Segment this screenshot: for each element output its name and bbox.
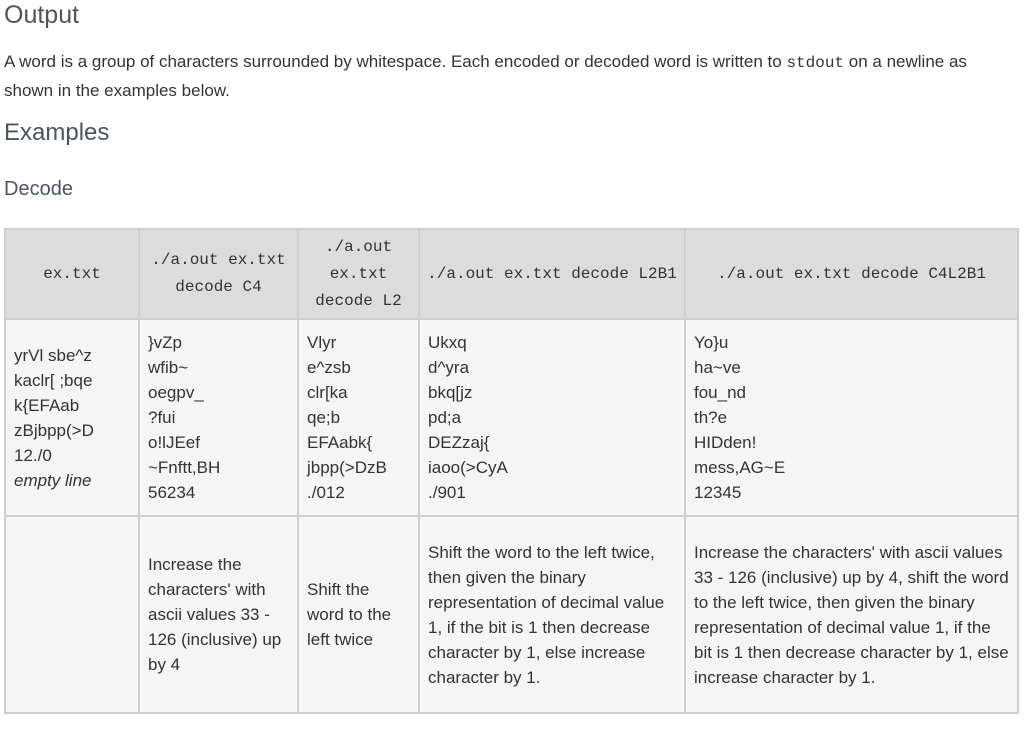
header-ex-txt: ex.txt bbox=[5, 229, 139, 319]
output-line: oegpv_ bbox=[148, 383, 204, 402]
description-c4l2b1: Increase the characters' with ascii values 33 - 126 (inclusive) up by 4, shift the word to the left twice, then given the binary representation of decimal value 1, if the bit is 1 then decrease character by 1, else increase character by 1. bbox=[685, 516, 1018, 713]
header-decode-c4: ./a.out ex.txt decode C4 bbox=[139, 229, 298, 319]
output-line: ./012 bbox=[307, 483, 345, 502]
output-line: Yo}u bbox=[694, 333, 729, 352]
output-line: ?fui bbox=[148, 408, 176, 427]
examples-heading: Examples bbox=[4, 119, 110, 146]
decode-examples-table bbox=[4, 228, 1019, 714]
intro-text-after: on a newline as shown in the examples below. bbox=[4, 52, 967, 100]
output-line: clr[ka bbox=[307, 383, 348, 402]
output-line: mess,AG~E bbox=[694, 458, 786, 477]
description-l2b1: Shift the word to the left twice, then given the binary representation of decimal value 1, if the bit is 1 then decrease character by 1, else increase character by 1. bbox=[419, 516, 685, 713]
output-line: Ukxq bbox=[428, 333, 467, 352]
description-c4: Increase the characters' with ascii values 33 - 126 (inclusive) up by 4 bbox=[139, 516, 298, 713]
output-line: e^zsb bbox=[307, 358, 351, 377]
output-line: o!lJEef bbox=[148, 433, 200, 452]
output-line: Vlyr bbox=[307, 333, 337, 352]
c4l2b1-output-cell bbox=[685, 319, 1018, 516]
input-line: 12./0 bbox=[14, 445, 52, 465]
l2b1-output-cell bbox=[419, 319, 685, 516]
output-line: 56234 bbox=[148, 483, 196, 502]
output-heading: Output bbox=[4, 1, 80, 29]
input-cell bbox=[5, 319, 139, 516]
decode-heading: Decode bbox=[4, 178, 73, 200]
output-line: 12345 bbox=[694, 483, 742, 502]
intro-paragraph bbox=[4, 48, 1019, 104]
output-line: bkq[jz bbox=[428, 383, 473, 402]
intro-text-before: A word is a group of characters surrounded by whitespace. Each encoded or decoded word is written to bbox=[4, 52, 787, 71]
output-line: fou_nd bbox=[694, 383, 746, 402]
output-line: ./901 bbox=[428, 483, 466, 502]
output-line: }vZp bbox=[148, 333, 183, 352]
input-line: zBjbpp(>D bbox=[14, 420, 94, 440]
header-decode-c4l2b1: ./a.out ex.txt decode C4L2B1 bbox=[685, 229, 1018, 319]
output-line: jbpp(>DzB bbox=[307, 458, 387, 477]
output-line: ha~ve bbox=[694, 358, 741, 377]
c4-output-cell bbox=[139, 319, 298, 516]
output-line: th?e bbox=[694, 408, 728, 427]
output-line: HIDden! bbox=[694, 433, 757, 452]
output-line: pd;a bbox=[428, 408, 462, 427]
table-row bbox=[5, 319, 1018, 516]
l2-output-cell bbox=[298, 319, 419, 516]
description-l2: Shift the word to the left twice bbox=[298, 516, 419, 713]
header-decode-l2b1: ./a.out ex.txt decode L2B1 bbox=[419, 229, 685, 319]
table-row bbox=[5, 516, 1018, 713]
output-line: qe;b bbox=[307, 408, 341, 427]
output-line: ~Fnftt,BH bbox=[148, 458, 221, 477]
input-line: yrVl sbe^z bbox=[14, 345, 92, 365]
output-line: wfib~ bbox=[148, 358, 189, 377]
header-decode-l2: ./a.out ex.txt decode L2 bbox=[298, 229, 419, 319]
empty-line-note: empty line bbox=[14, 470, 92, 490]
output-line: DEZzaj{ bbox=[428, 433, 490, 452]
output-line: d^yra bbox=[428, 358, 470, 377]
input-line: k{EFAab bbox=[14, 395, 80, 415]
output-line: EFAabk{ bbox=[307, 433, 373, 452]
stdout-code: stdout bbox=[786, 54, 845, 72]
description-cell-empty bbox=[5, 516, 139, 713]
input-line: kaclr[ ;bqe bbox=[14, 370, 93, 390]
output-line: iaoo(>CyA bbox=[428, 458, 508, 477]
table-header-row bbox=[5, 229, 1018, 319]
